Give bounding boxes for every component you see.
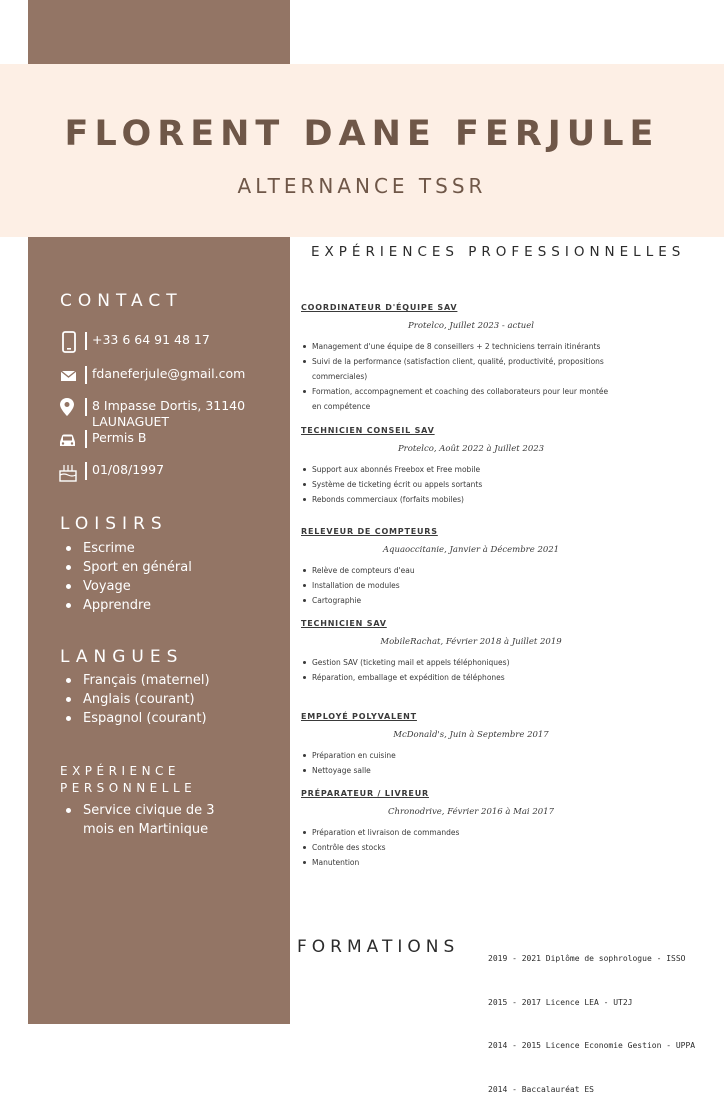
job-title: ALTERNANCE TSSR bbox=[237, 174, 487, 198]
task-item: Support aux abonnés Freebox et Free mobile bbox=[301, 462, 611, 477]
mail-icon bbox=[58, 365, 80, 387]
job-entry-meta: MobileRachat, Février 2018 à Juillet 2019 bbox=[380, 637, 562, 647]
formation-item: 2014 - Baccalauréat ES bbox=[488, 1084, 594, 1094]
list-item: Service civique de 3 mois en Martinique bbox=[66, 801, 226, 839]
list-item: Escrime bbox=[66, 539, 266, 558]
job-entry-title: EMPLOYÉ POLYVALENT bbox=[301, 712, 417, 721]
job-entry-tasks bbox=[301, 462, 701, 507]
separator bbox=[85, 430, 87, 448]
job-entry bbox=[301, 303, 701, 414]
heading-line: PERSONNELLE bbox=[60, 781, 197, 795]
formations-heading: FORMATIONS bbox=[297, 937, 460, 957]
car-icon bbox=[58, 429, 80, 451]
job-entry bbox=[301, 712, 701, 778]
task-item: Système de ticketing écrit ou appels sortants bbox=[301, 477, 611, 492]
experiences-heading: EXPÉRIENCES PROFESSIONNELLES bbox=[311, 244, 686, 260]
experience-perso-list bbox=[66, 801, 226, 839]
address-line2: LAUNAGUET bbox=[92, 414, 170, 429]
task-item: Nettoyage salle bbox=[301, 763, 611, 778]
job-entry-title: COORDINATEUR D'ÉQUIPE SAV bbox=[301, 303, 458, 312]
job-entry-meta: Chronodrive, Février 2016 à Mai 2017 bbox=[388, 807, 554, 817]
job-entry-tasks bbox=[301, 339, 701, 414]
heading-line: EXPÉRIENCE bbox=[60, 764, 181, 778]
loisirs-list bbox=[66, 539, 266, 615]
phone-icon bbox=[58, 331, 80, 353]
job-entry-title: TECHNICIEN SAV bbox=[301, 619, 387, 628]
formation-item: 2019 - 2021 Diplôme de sophrologue - ISSO bbox=[488, 954, 686, 963]
task-item: Relève de compteurs d'eau bbox=[301, 563, 611, 578]
task-item: Gestion SAV (ticketing mail et appels téléphoniques) bbox=[301, 655, 611, 670]
contact-heading: CONTACT bbox=[60, 291, 183, 311]
langues-heading: LANGUES bbox=[60, 647, 184, 667]
task-item: Préparation en cuisine bbox=[301, 748, 611, 763]
job-entry bbox=[301, 426, 701, 507]
list-item: Voyage bbox=[66, 577, 266, 596]
job-entry-tasks bbox=[301, 655, 701, 685]
job-entry bbox=[301, 527, 701, 608]
job-entry bbox=[301, 789, 701, 870]
candidate-name: FLORENT DANE FERJULE bbox=[64, 114, 660, 154]
email-text: fdaneferjule@gmail.com bbox=[92, 366, 246, 381]
task-item: Cartographie bbox=[301, 593, 611, 608]
job-entry-meta: McDonald's, Juin à Septembre 2017 bbox=[393, 730, 549, 740]
task-item: Rebonds commerciaux (forfaits mobiles) bbox=[301, 492, 611, 507]
job-entry-tasks bbox=[301, 825, 701, 870]
job-entry-title: TECHNICIEN CONSEIL SAV bbox=[301, 426, 435, 435]
birthdate-text: 01/08/1997 bbox=[92, 462, 165, 477]
task-item: Réparation, emballage et expédition de téléphones bbox=[301, 670, 611, 685]
task-item: Préparation et livraison de commandes bbox=[301, 825, 611, 840]
task-item: Management d'une équipe de 8 conseillers + 2 techniciens terrain itinérants bbox=[301, 339, 611, 354]
job-entry-title: PRÉPARATEUR / LIVREUR bbox=[301, 789, 429, 798]
job-entry-meta: Protelco, Août 2022 à Juillet 2023 bbox=[397, 444, 545, 454]
birthday-cake-icon bbox=[58, 461, 80, 483]
separator bbox=[85, 398, 87, 416]
job-entry-meta: Aquaoccitanie, Janvier à Décembre 2021 bbox=[382, 545, 560, 555]
list-item: Français (maternel) bbox=[66, 671, 266, 690]
address-text bbox=[92, 398, 245, 430]
list-item: Apprendre bbox=[66, 596, 266, 615]
loisirs-heading: LOISIRS bbox=[60, 514, 168, 534]
address-line1: 8 Impasse Dortis, 31140 bbox=[92, 398, 246, 413]
langues-list bbox=[66, 671, 266, 728]
task-item: Contrôle des stocks bbox=[301, 840, 611, 855]
formations-list bbox=[488, 923, 695, 1112]
separator bbox=[85, 462, 87, 480]
phone-text: +33 6 64 91 48 17 bbox=[92, 332, 210, 347]
task-item: Formation, accompagnement et coaching des collaborateurs pour leur montée en compétence bbox=[301, 384, 611, 414]
job-entry-tasks bbox=[301, 748, 701, 778]
list-item: Sport en général bbox=[66, 558, 266, 577]
job-entry-title: RELEVEUR DE COMPTEURS bbox=[301, 527, 438, 536]
separator bbox=[85, 332, 87, 350]
formation-item: 2015 - 2017 Licence LEA - UT2J bbox=[488, 997, 633, 1007]
list-item: Anglais (courant) bbox=[66, 690, 266, 709]
job-entry-meta: Protelco, Juillet 2023 - actuel bbox=[408, 321, 534, 331]
separator bbox=[85, 366, 87, 384]
task-item: Installation de modules bbox=[301, 578, 611, 593]
job-entry-tasks bbox=[301, 563, 701, 608]
list-item: Espagnol (courant) bbox=[66, 709, 266, 728]
experience-perso-heading bbox=[60, 763, 196, 797]
task-item: Manutention bbox=[301, 855, 611, 870]
license-text: Permis B bbox=[92, 430, 147, 445]
formation-item: 2014 - 2015 Licence Economie Gestion - UPPA bbox=[488, 1041, 696, 1050]
job-entry bbox=[301, 619, 701, 685]
task-item: Suivi de la performance (satisfaction client, qualité, productivité, propositions commerciales) bbox=[301, 354, 611, 384]
location-pin-icon bbox=[58, 397, 80, 419]
